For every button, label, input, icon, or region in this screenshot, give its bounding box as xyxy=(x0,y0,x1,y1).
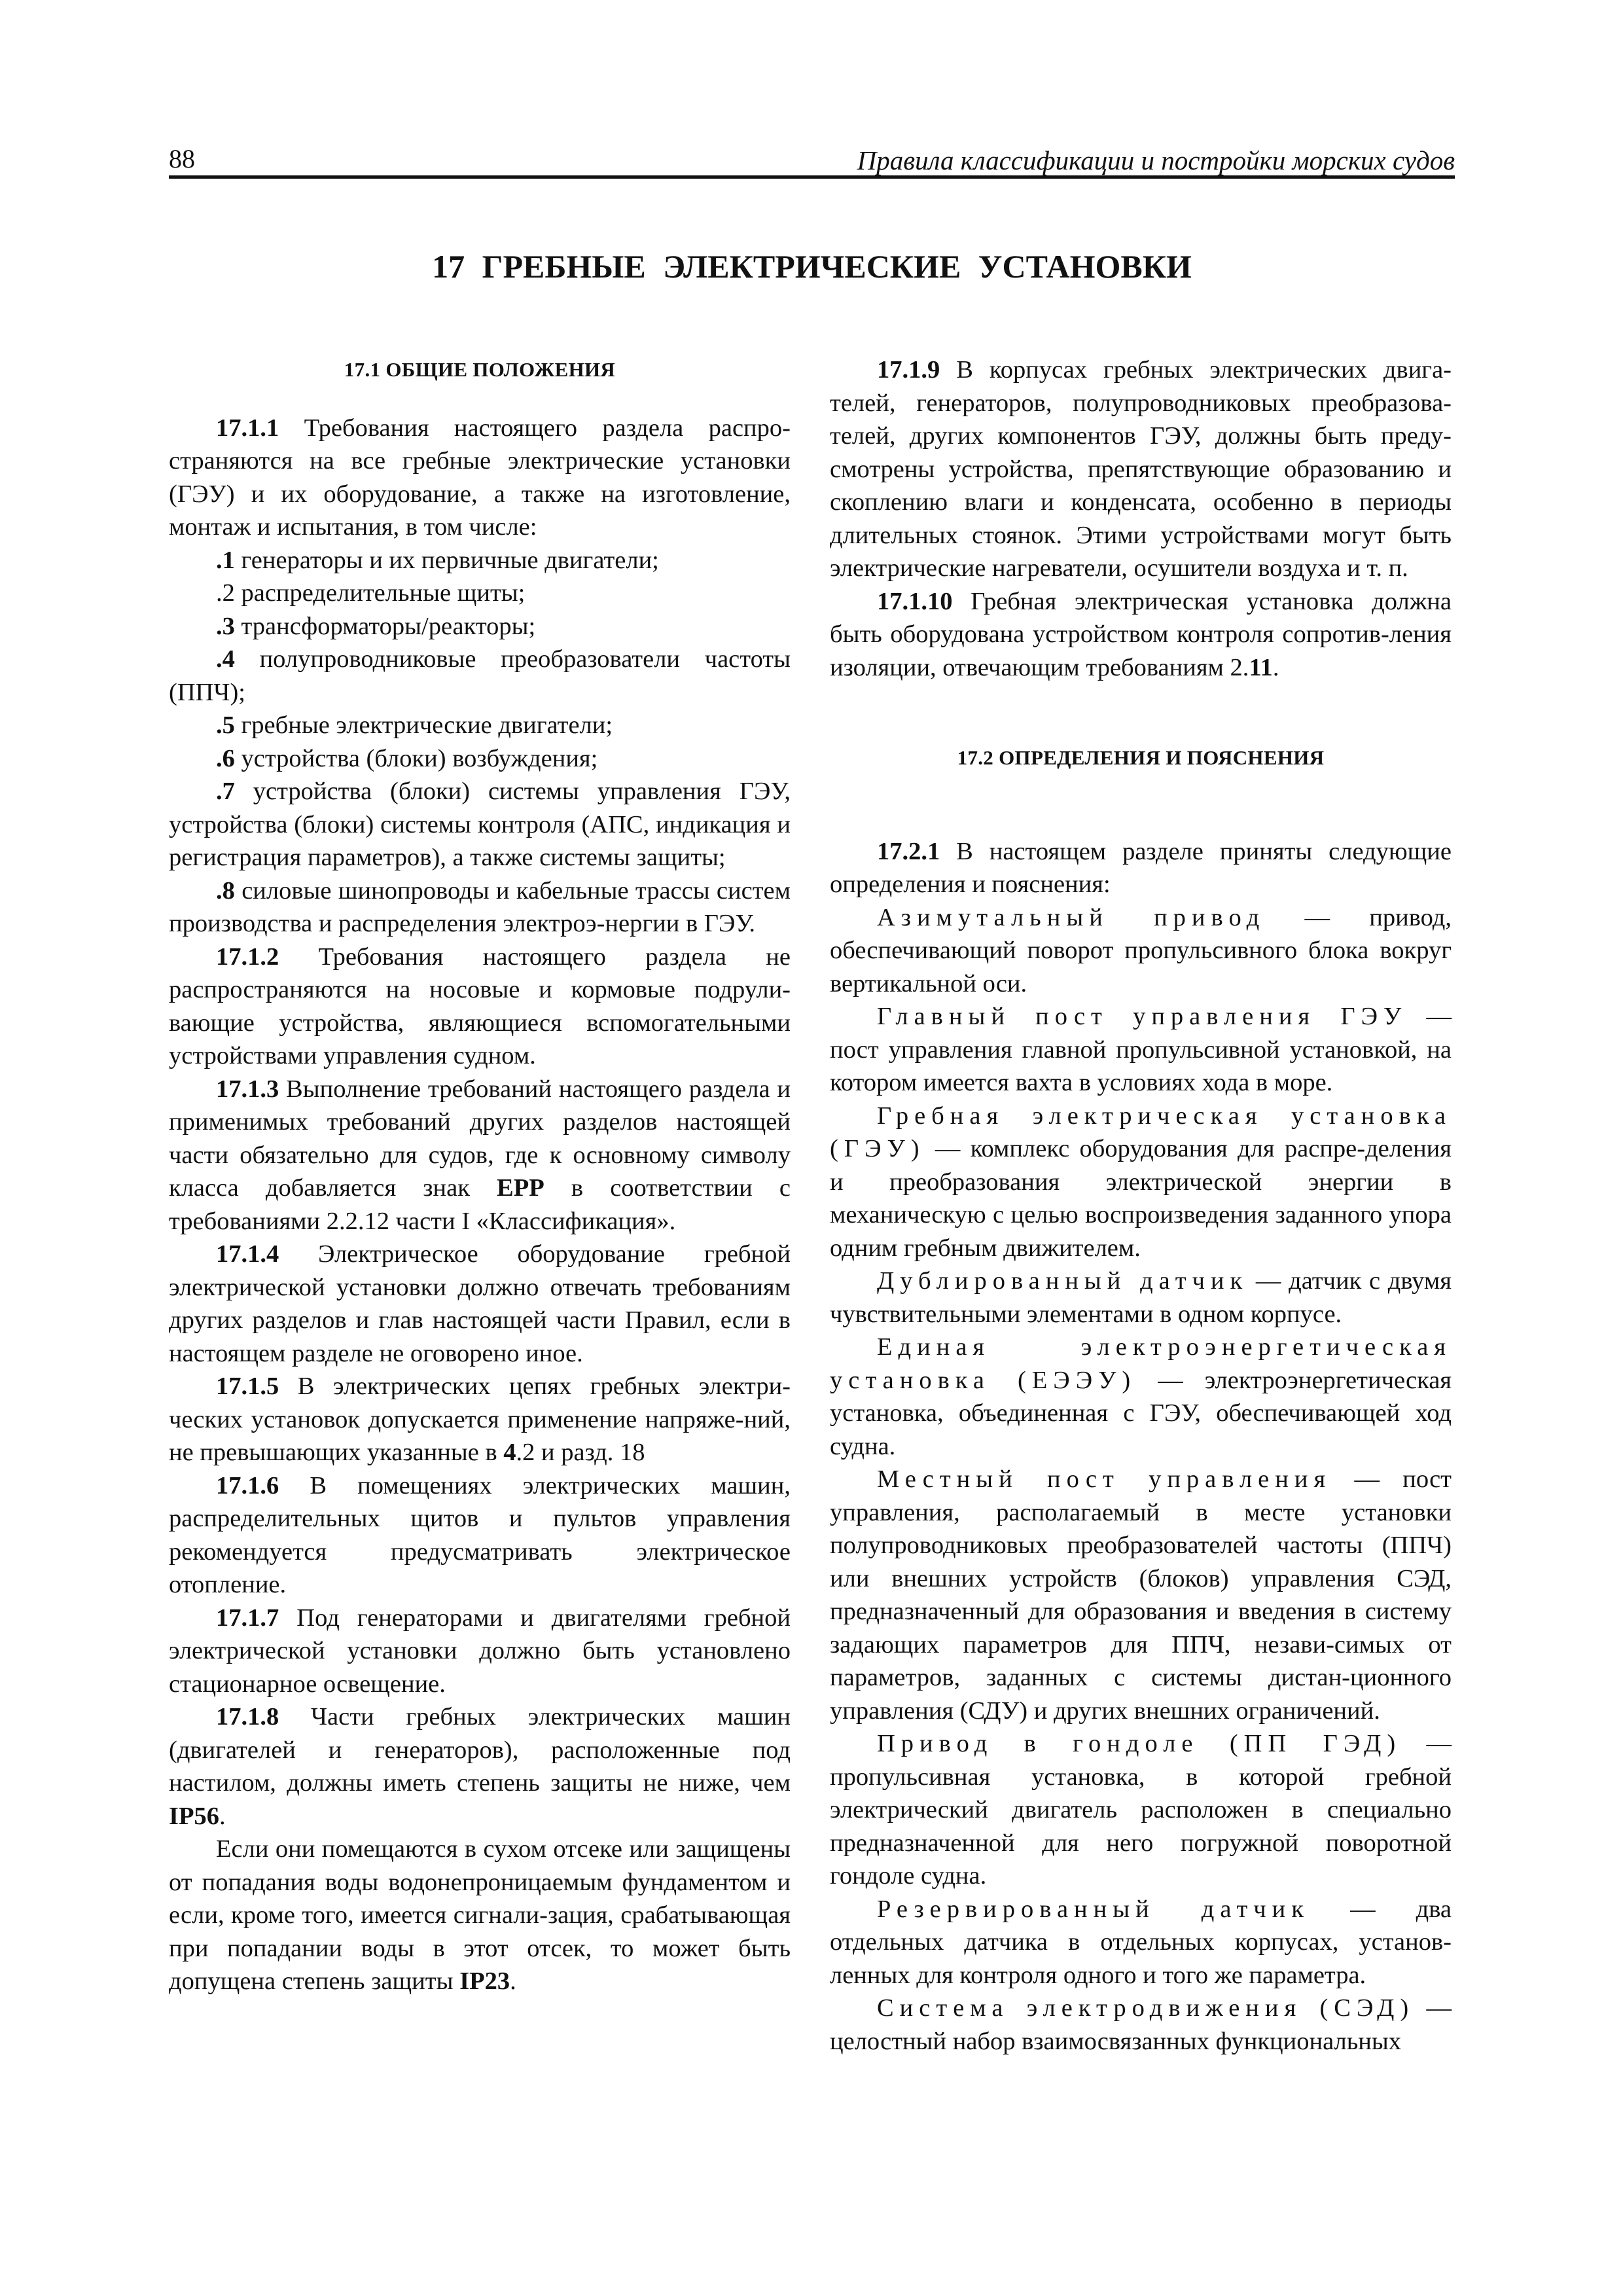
definition-term: Азимутальный привод xyxy=(877,903,1266,931)
definition-1: Азимутальный привод — привод, обеспечивающий поворот пропульсивного блока вокруг вертикальной оси. xyxy=(830,903,1452,997)
clause-number: 17.1.1 xyxy=(216,414,279,442)
list-item-4: .4 полупроводниковые преобразователи частоты (ППЧ); xyxy=(169,645,791,706)
definition-term: Гребная электрическая установка (ГЭУ) xyxy=(830,1102,1452,1162)
paragraph-17-1-3: 17.1.3 Выполнение требований настоящего раздела и применимых требований других разделов настоящей части обязательно для судов, где к основному символу класса добавляется знак EPP в соответствии с требованиями 2.2.12 части I «Классификация». xyxy=(169,1075,791,1235)
chapter-title: 17 ГРЕБНЫЕ ЭЛЕКТРИЧЕСКИЕ УСТАНОВКИ xyxy=(432,248,1192,285)
paragraph-17-1-9: 17.1.9 В корпусах гребных электрических двига-телей, генераторов, полупроводниковых преобразова-телей, других компонентов ГЭУ, должны быть преду-смотрены устройства, препятствующие образованию и скоплению влаги и конденсата, особенно в периоды длительных стоянок. Этими устройствами могут быть электрические нагреватели, осушители воздуха и т. п. xyxy=(830,356,1452,582)
paragraph-17-1-5: 17.1.5 В электрических цепях гребных электри-ческих установок допускается применение напряже-ний, не превышающих указанные в 4.2 и разд. 18 xyxy=(169,1372,791,1466)
paragraph-17-1-8-cont: Если они помещаются в сухом отсеке или защищены от попадания воды водонепроницаемым фундаментом и если, кроме того, имеется сигнали-зация, срабатывающая при попадании воды в этот отсек, то может быть допущена степень защиты IP23. xyxy=(169,1835,791,1995)
paragraph-17-1-10: 17.1.10 Гребная электрическая установка должна быть оборудована устройством контроля сопротив-ления изоляции, отвечающим требованиям 2.11. xyxy=(830,587,1452,681)
list-item-5: .5 гребные электрические двигатели; xyxy=(216,711,613,739)
definition-term: Привод в гондоле (ПП ГЭД) xyxy=(877,1730,1402,1757)
definition-term: Система электродвижения (СЭД) xyxy=(877,1994,1415,2022)
definition-2: Главный пост управления ГЭУ — пост управления главной пропульсивной установкой, на котором имеется вахта в условиях хода в море. xyxy=(830,1003,1452,1096)
list-item-2: .2 распределительные щиты; xyxy=(216,579,526,607)
list-item-6: .6 устройства (блоки) возбуждения; xyxy=(216,744,598,772)
right-column xyxy=(830,353,1452,2058)
definition-3: Гребная электрическая установка (ГЭУ) — комплекс оборудования для распре-деления и преобразования электрической энергии в механическую с целью воспроизведения заданного упора одним гребным движителем. xyxy=(830,1102,1452,1262)
header-rule xyxy=(169,175,1455,179)
list-item-8: .8 силовые шинопроводы и кабельные трассы систем производства и распределения электроэ-нергии в ГЭУ. xyxy=(169,876,791,937)
definition-term: Местный пост управления xyxy=(877,1465,1332,1493)
definition-term: Дублированный датчик xyxy=(877,1267,1249,1295)
left-column xyxy=(169,353,791,1998)
definition-6: Местный пост управления — пост управления, располагаемый в месте установки полупроводниковых преобразователей частоты (ППЧ) или внешних устройств (блоков) управления СЭД, предназначенный для образования и введения в систему задающих параметров для ППЧ, незави-симых от параметров, заданных с системы дистан-ционного управления (СДУ) и других внешних ограничений. xyxy=(830,1465,1452,1725)
definition-term: Единая электроэнергетическая установка (ЕЭЭУ) xyxy=(830,1333,1452,1394)
paragraph-17-2-1: 17.2.1 В настоящем разделе приняты следующие определения и пояснения: xyxy=(830,837,1452,898)
list-item-1: .1 генераторы и их первичные двигатели; xyxy=(216,546,659,574)
paragraph-17-1-8: 17.1.8 Части гребных электрических машин (двигателей и генераторов), расположенные под настилом, должны иметь степень защиты не ниже, чем IP56. xyxy=(169,1703,791,1830)
paragraph-17-1-1: 17.1.1 Требования настоящего раздела распро-страняются на все гребные электрические установки (ГЭУ) и их оборудование, а также на изготовление, монтаж и испытания, в том числе: xyxy=(169,414,791,541)
page-number: 88 xyxy=(169,144,195,173)
list-item-7: .7 устройства (блоки) системы управления ГЭУ, устройства (блоки) системы контроля (АПС, индикация и регистрация параметров), а также системы защиты; xyxy=(169,778,791,871)
running-title: Правила классификации и постройки морских судов xyxy=(857,145,1455,175)
definition-5: Единая электроэнергетическая установка (ЕЭЭУ) — электроэнергетическая установка, объединенная с ГЭУ, обеспечивающей ход судна. xyxy=(830,1333,1452,1460)
definition-term: Резервированный датчик xyxy=(877,1895,1310,1923)
section-title-17-1: 17.1 ОБЩИЕ ПОЛОЖЕНИЯ xyxy=(344,358,616,381)
class-mark: EPP xyxy=(497,1174,544,1202)
section-title-17-2: 17.2 ОПРЕДЕЛЕНИЯ И ПОЯСНЕНИЯ xyxy=(957,746,1325,769)
definition-8: Резервированный датчик — два отдельных датчика в отдельных корпусах, установ-ленных для контроля одного и того же параметра. xyxy=(830,1895,1452,1989)
paragraph-17-1-7: 17.1.7 Под генераторами и двигателями гребной электрической установки должно быть установлено стационарное освещение. xyxy=(169,1604,791,1698)
definition-9: Система электродвижения (СЭД) — целостный набор взаимосвязанных функциональных xyxy=(830,1994,1452,2055)
paragraph-17-1-2: 17.1.2 Требования настоящего раздела не распространяются на носовые и кормовые подрули-вающие устройства, являющиеся вспомогательными устройствами управления судном. xyxy=(169,942,791,1069)
definition-term: Главный пост управления ГЭУ xyxy=(877,1003,1408,1030)
definition-7: Привод в гондоле (ПП ГЭД) — пропульсивная установка, в которой гребной электрический двигатель расположен в специально предназначенной для него погружной поворотной гондоле судна. xyxy=(830,1730,1452,1890)
list-item-3: .3 трансформаторы/реакторы; xyxy=(216,612,536,640)
paragraph-17-1-6: 17.1.6 В помещениях электрических машин, распределительных щитов и пультов управления рекомендуется предусматривать электрическое отопление. xyxy=(169,1471,791,1598)
page-header xyxy=(169,141,1455,180)
definition-4: Дублированный датчик — датчик с двумя чувствительными элементами в одном корпусе. xyxy=(830,1267,1452,1328)
paragraph-17-1-4: 17.1.4 Электрическое оборудование гребной электрической установки должно отвечать требованиям других разделов и глав настоящей части Правил, если в настоящем разделе не оговорено иное. xyxy=(169,1240,791,1367)
